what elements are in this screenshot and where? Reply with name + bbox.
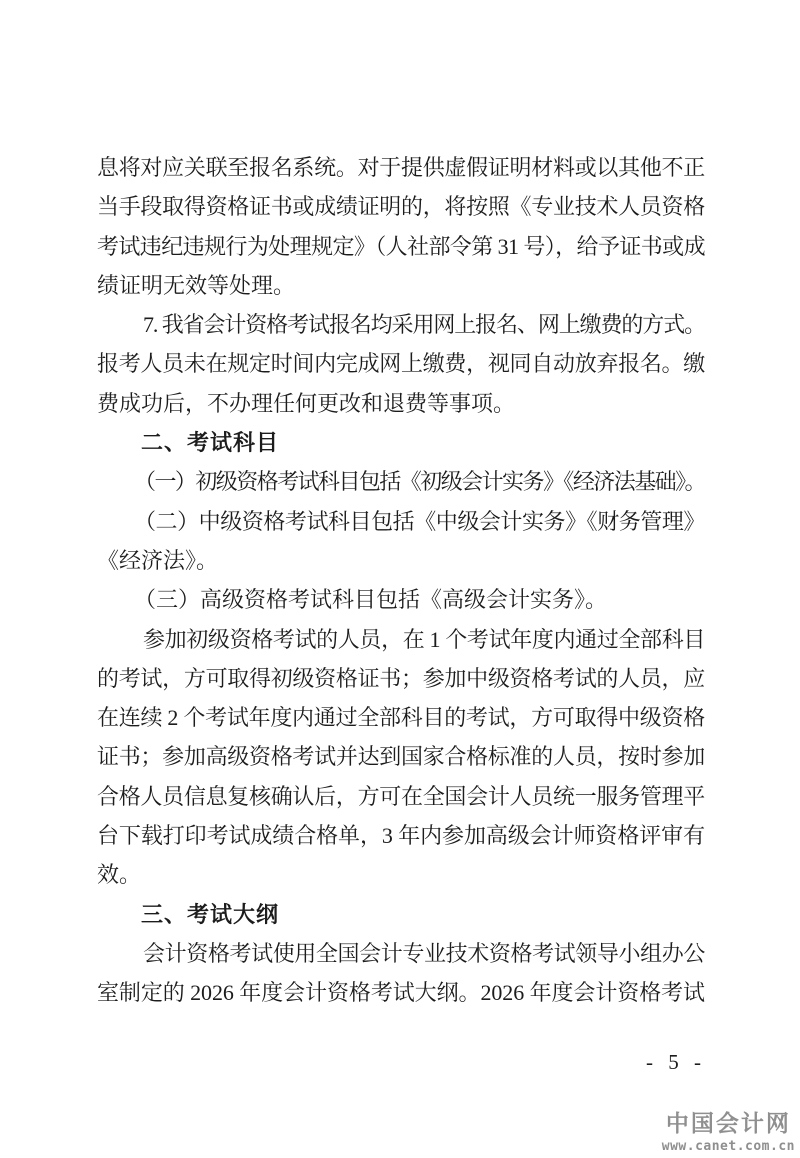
text-line: [97, 344, 705, 383]
watermark-site-url: www.canet.com.cn: [661, 1139, 795, 1154]
text-line-content: 证书；参加高级资格考试并达到国家合格标准的人员，按时参加: [97, 744, 705, 770]
text-line: [97, 855, 705, 894]
text-line: [97, 580, 705, 619]
text-line: [97, 541, 705, 580]
watermark-site-name: 中国会计网: [665, 1110, 791, 1136]
text-line-content: 合格人员信息复核确认后，方可在全国会计人员统一服务管理平: [97, 783, 705, 809]
text-line-content: （三）高级资格考试科目包括《高级会计实务》。: [134, 587, 608, 613]
text-line: [97, 305, 705, 344]
text-line: [97, 816, 705, 855]
text-line: [97, 934, 705, 973]
text-line-content: 绩证明无效等处理。: [97, 272, 296, 298]
text-line-content: 报考人员未在规定时间内完成网上缴费，视同自动放弃报名。缴: [97, 351, 705, 377]
text-line-content: 三、考试大纲: [141, 901, 280, 927]
text-line: [97, 973, 705, 1012]
text-line: [97, 659, 705, 698]
text-line-content: 7. 我省会计资格考试报名均采用网上报名、网上缴费的方式。: [143, 312, 705, 338]
text-line-content: 台下载打印考试成绩合格单，3 年内参加高级会计师资格评审有: [97, 823, 705, 849]
text-line-content: 会计资格考试使用全国会计专业技术资格考试领导小组办公: [143, 940, 705, 966]
text-line: [97, 462, 705, 501]
text-line: [97, 384, 705, 423]
text-line-content: （一）初级资格考试科目包括《初级会计实务》《经济法基础》。: [134, 469, 705, 495]
text-line-content: 二、考试科目: [141, 430, 280, 456]
text-line-content: 的考试，方可取得初级资格证书；参加中级资格考试的人员，应: [97, 665, 705, 691]
text-line-content: （二）中级资格考试科目包括《中级会计实务》《财务管理》: [134, 508, 705, 534]
watermark: [662, 1105, 795, 1154]
text-line-content: 《经济法》。: [97, 547, 219, 573]
text-line: [97, 227, 705, 266]
text-line-content: 息将对应关联至报名系统。对于提供虚假证明材料或以其他不正: [97, 155, 705, 180]
text-line: [97, 698, 705, 737]
text-line: [97, 148, 705, 187]
text-line: [97, 266, 705, 305]
text-line-content: 参加初级资格考试的人员，在 1 个考试年度内通过全部科目: [143, 626, 705, 652]
text-line-content: 室制定的 2026 年度会计资格考试大纲。2026 年度会计资格考试: [97, 980, 705, 1006]
text-line: [97, 737, 705, 776]
page-number: - 5 -: [646, 1050, 706, 1074]
text-line: [97, 187, 705, 226]
text-line: [97, 620, 705, 659]
text-line: [97, 777, 705, 816]
section-heading: [97, 895, 705, 934]
text-line-content: 费成功后，不办理任何更改和退费等事项。: [97, 390, 516, 416]
text-line-content: 当手段取得资格证书或成绩证明的，将按照《专业技术人员资格: [97, 194, 705, 220]
document-body: [97, 148, 705, 1013]
text-line: [97, 502, 705, 541]
section-heading: [97, 423, 705, 462]
text-line-content: 在连续 2 个考试年度内通过全部科目的考试，方可取得中级资格: [97, 705, 705, 731]
text-line-content: 效。: [97, 862, 142, 888]
text-line-content: 考试违纪违规行为处理规定》（人社部令第 31 号），给予证书或成: [97, 233, 705, 259]
